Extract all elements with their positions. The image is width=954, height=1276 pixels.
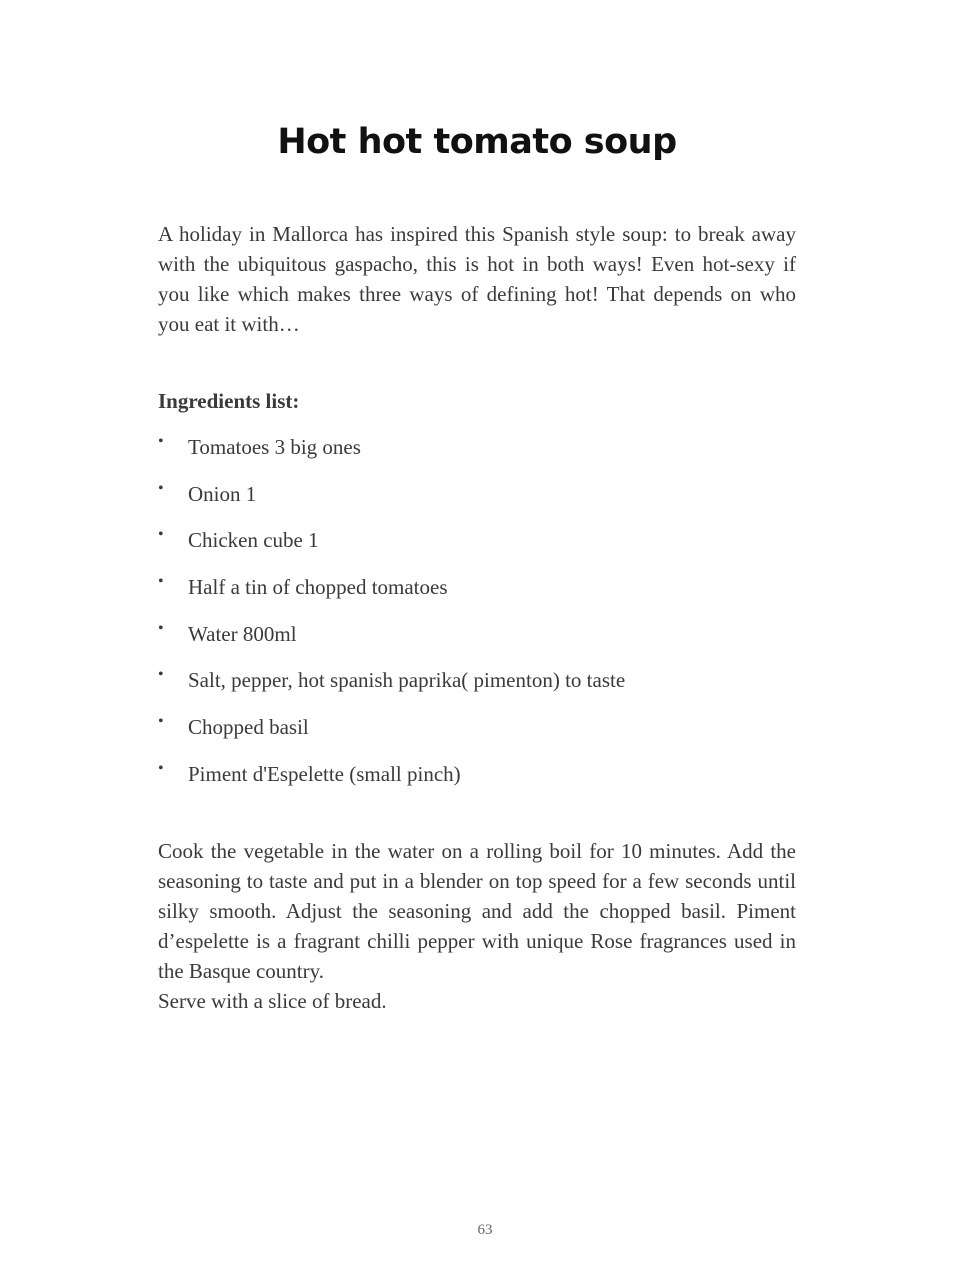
ingredient-item	[158, 479, 798, 526]
bullet-icon: •	[158, 433, 164, 450]
bullet-icon: •	[158, 479, 164, 497]
ingredient-text: Chopped basil	[188, 715, 309, 740]
ingredient-text: Tomatoes 3 big ones	[188, 435, 361, 459]
bullet-icon: •	[158, 713, 164, 731]
serve-line: Serve with a slice of bread.	[158, 989, 387, 1013]
ingredient-item	[158, 712, 798, 759]
ingredient-item	[158, 572, 798, 619]
bullet-icon: •	[158, 759, 164, 777]
ingredient-item	[158, 432, 798, 479]
intro-paragraph: A holiday in Mallorca has inspired this Spanish style soup: to break away with the ubiquitous gaspacho, this is hot in both ways! Even hot-sexy if you like which makes three ways of defining hot! That depends on who you eat it with…	[158, 222, 796, 336]
ingredient-text: Salt, pepper, hot spanish paprika( pimenton) to taste	[188, 668, 626, 693]
bullet-icon: •	[158, 526, 164, 544]
ingredient-item	[158, 525, 798, 572]
page-title: Hot hot tomato soup	[277, 122, 677, 162]
ingredient-text: Water 800ml	[188, 621, 297, 646]
ingredient-text: Half a tin of chopped tomatoes	[188, 575, 448, 600]
method-paragraph: Cook the vegetable in the water on a rolling boil for 10 minutes. Add the seasoning to taste and put in a blender on top speed for a few seconds until silky smooth. Adjust the seasoning and add the chopped basil. Piment d’espelette is a fragrant chilli pepper with unique Rose fragrances used in the Basque country.	[158, 839, 796, 983]
ingredients-heading: Ingredients list:	[158, 389, 300, 413]
ingredient-item	[158, 665, 798, 712]
bullet-icon: •	[158, 666, 164, 684]
ingredient-text: Onion 1	[188, 481, 257, 506]
ingredient-text: Piment d'Espelette (small pinch)	[188, 761, 461, 786]
ingredients-list	[158, 432, 798, 806]
bullet-icon: •	[158, 619, 164, 637]
ingredient-text: Chicken cube 1	[188, 528, 319, 553]
ingredient-item	[158, 759, 798, 806]
ingredient-item	[158, 619, 798, 666]
page-number: 63	[477, 1222, 493, 1238]
bullet-icon: •	[158, 573, 164, 591]
